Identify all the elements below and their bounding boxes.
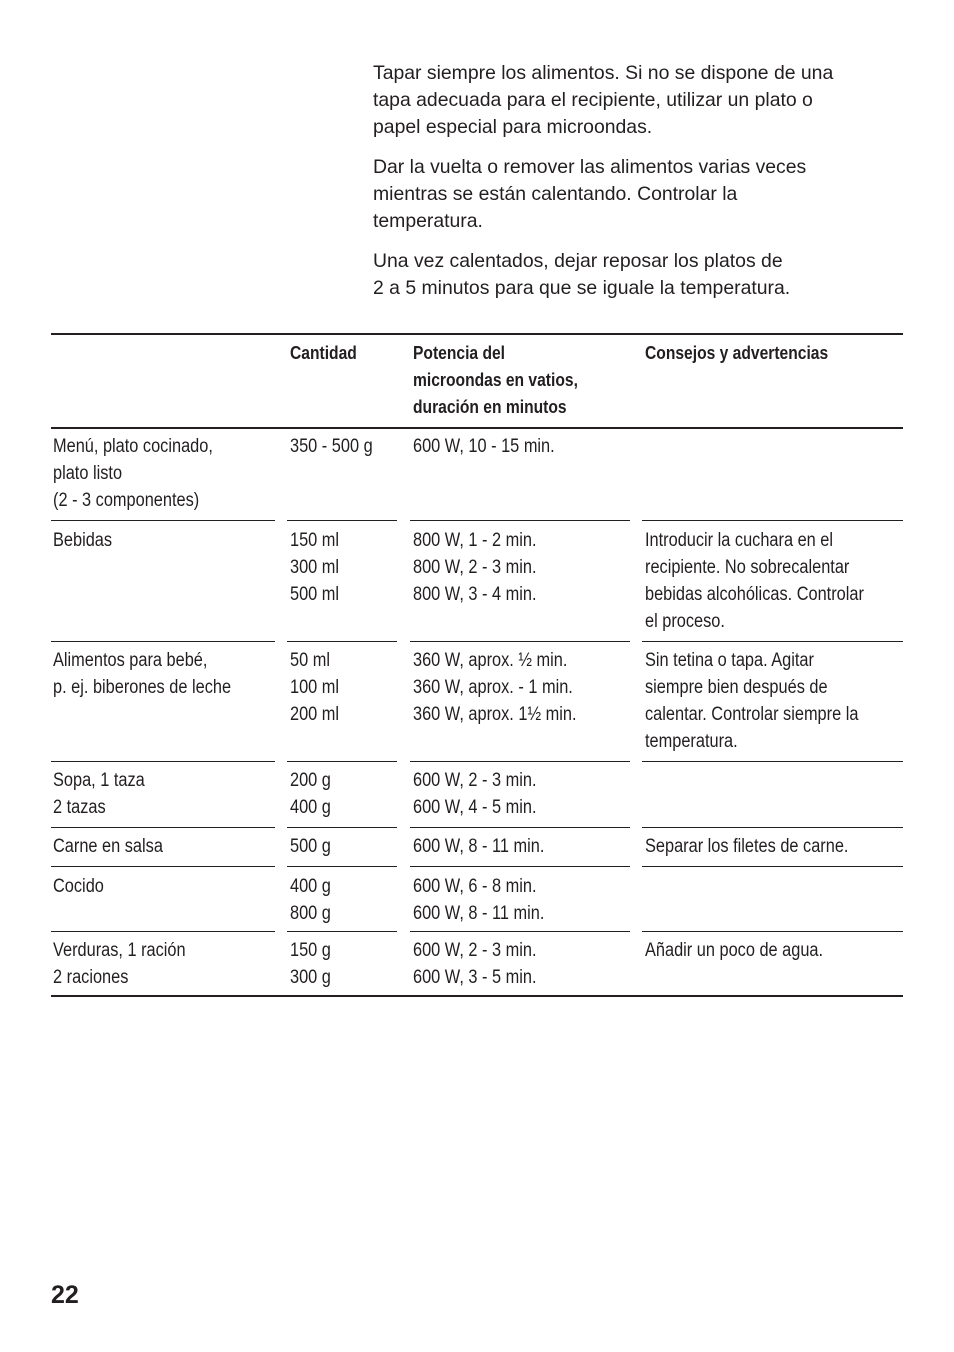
row-tips: Introducir la cuchara en el recipiente. No sobrecalentar bebidas alcohólicas. Controlar el proceso. <box>645 530 864 632</box>
intro-paragraph-2: Dar la vuelta o remover las alimentos varias veces mientras se están calentando. Controlar la temperatura. <box>373 156 807 232</box>
row-power: 360 W, aprox. ½ min. 360 W, aprox. - 1 min. 360 W, aprox. 1½ min. <box>413 650 577 725</box>
row-food: Bebidas <box>53 530 113 551</box>
row-divider <box>642 866 903 867</box>
row-divider <box>410 827 630 828</box>
row-power: 600 W, 10 - 15 min. <box>413 436 555 457</box>
row-power: 600 W, 2 - 3 min. 600 W, 4 - 5 min. <box>413 770 537 818</box>
row-food: Menú, plato cocinado, plato listo (2 - 3 componentes) <box>53 436 213 511</box>
row-quantity: 150 ml 300 ml 500 ml <box>290 530 340 605</box>
row-divider <box>410 931 630 932</box>
row-power: 600 W, 2 - 3 min. 600 W, 3 - 5 min. <box>413 940 537 988</box>
row-power: 800 W, 1 - 2 min. 800 W, 2 - 3 min. 800 W, 3 - 4 min. <box>413 530 537 605</box>
row-divider <box>51 520 275 521</box>
row-divider <box>642 520 903 521</box>
row-quantity: 350 - 500 g <box>290 436 373 457</box>
row-tips: Separar los filetes de carne. <box>645 836 849 857</box>
row-food: Cocido <box>53 876 104 897</box>
row-divider <box>410 641 630 642</box>
table-header-rule <box>51 427 903 429</box>
header-tips: Consejos y advertencias <box>645 342 829 363</box>
row-divider <box>642 641 903 642</box>
row-divider <box>287 761 397 762</box>
row-tips: Añadir un poco de agua. <box>645 940 824 961</box>
row-power: 600 W, 6 - 8 min. 600 W, 8 - 11 min. <box>413 876 545 924</box>
table-top-rule <box>51 333 903 335</box>
row-divider <box>287 641 397 642</box>
row-divider <box>51 827 275 828</box>
row-divider <box>287 866 397 867</box>
row-quantity: 200 g 400 g <box>290 770 331 818</box>
row-quantity: 500 g <box>290 836 331 857</box>
intro-paragraph-3: Una vez calentados, dejar reposar los platos de 2 a 5 minutos para que se iguale la temperatura. <box>373 250 791 299</box>
row-divider <box>51 761 275 762</box>
row-divider <box>51 931 275 932</box>
row-food: Sopa, 1 taza 2 tazas <box>53 770 145 818</box>
intro-paragraph-1: Tapar siempre los alimentos. Si no se dispone de una tapa adecuada para el recipiente, utilizar un plato o papel especial para microondas. <box>373 62 834 138</box>
page-number: 22 <box>51 1281 79 1309</box>
row-quantity: 50 ml 100 ml 200 ml <box>290 650 340 725</box>
row-divider <box>410 520 630 521</box>
row-divider <box>642 931 903 932</box>
row-divider <box>410 866 630 867</box>
row-divider <box>410 761 630 762</box>
table-bottom-rule <box>51 995 903 997</box>
row-food: Verduras, 1 ración 2 raciones <box>53 940 186 988</box>
row-divider <box>51 866 275 867</box>
header-power: Potencia del microondas en vatios, duración en minutos <box>413 342 578 417</box>
row-food: Alimentos para bebé, p. ej. biberones de leche <box>53 650 232 698</box>
row-tips: Sin tetina o tapa. Agitar siempre bien después de calentar. Controlar siempre la temperatura. <box>645 650 859 752</box>
row-divider <box>51 641 275 642</box>
row-divider <box>642 761 903 762</box>
row-quantity: 400 g 800 g <box>290 876 331 924</box>
row-divider <box>287 520 397 521</box>
row-divider <box>287 827 397 828</box>
row-power: 600 W, 8 - 11 min. <box>413 836 545 857</box>
row-divider <box>642 827 903 828</box>
header-quantity: Cantidad <box>290 342 357 363</box>
row-divider <box>287 931 397 932</box>
intro-text <box>373 60 913 315</box>
row-food: Carne en salsa <box>53 836 163 857</box>
row-quantity: 150 g 300 g <box>290 940 331 988</box>
